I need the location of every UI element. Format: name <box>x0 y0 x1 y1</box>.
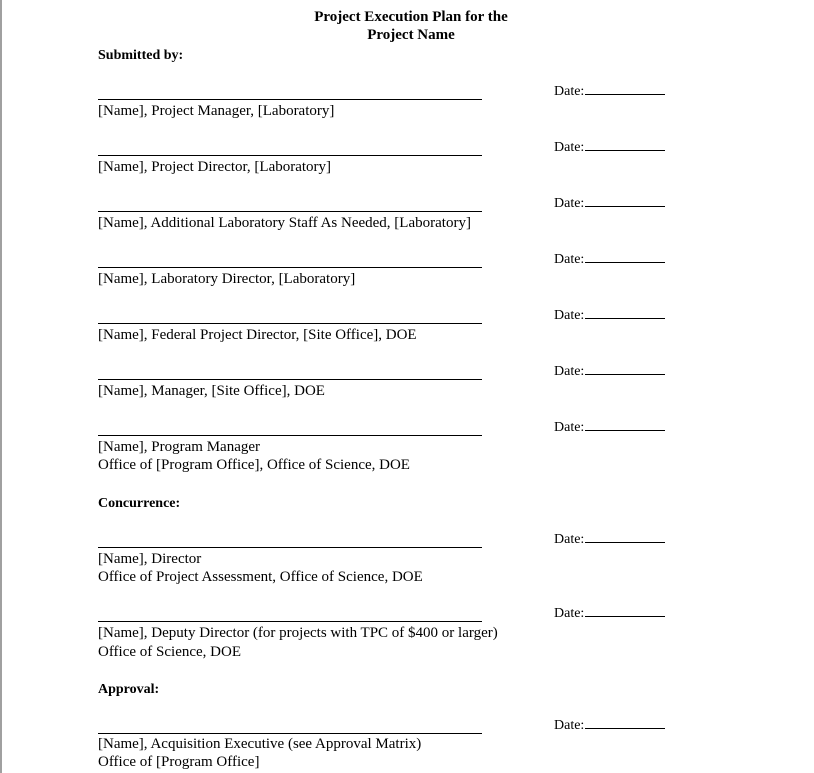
submitted-by-heading: Submitted by: <box>98 48 184 63</box>
signature-line[interactable] <box>98 547 482 548</box>
signatory-name: [Name], Manager, [Site Office], DOE <box>98 383 325 399</box>
date-field[interactable] <box>554 606 665 622</box>
date-blank-line[interactable] <box>585 150 665 151</box>
approval-heading: Approval: <box>98 682 160 697</box>
date-blank-line[interactable] <box>585 206 665 207</box>
signature-line[interactable] <box>98 435 482 436</box>
date-field[interactable] <box>554 420 665 436</box>
concurrence-heading: Concurrence: <box>98 496 181 511</box>
signatory-office: Office of [Program Office], Office of Science, DOE <box>98 457 410 473</box>
date-label: Date: <box>554 84 585 99</box>
date-blank-line[interactable] <box>585 94 665 95</box>
date-label: Date: <box>554 606 585 621</box>
date-blank-line[interactable] <box>585 430 665 431</box>
date-blank-line[interactable] <box>585 728 665 729</box>
date-label: Date: <box>554 718 585 733</box>
signatory-office: Office of Science, DOE <box>98 644 241 660</box>
signatory-name: [Name], Laboratory Director, [Laboratory] <box>98 271 356 287</box>
signatory-name: [Name], Project Manager, [Laboratory] <box>98 103 335 119</box>
signatory-name: [Name], Additional Laboratory Staff As Needed, [Laboratory] <box>98 215 471 231</box>
title-line-1: Project Execution Plan for the <box>314 9 508 25</box>
date-field[interactable] <box>554 252 665 268</box>
signatory-name: [Name], Program Manager <box>98 439 261 455</box>
date-blank-line[interactable] <box>585 374 665 375</box>
signature-line[interactable] <box>98 379 482 380</box>
signatory-name: [Name], Deputy Director (for projects with TPC of $400 or larger) <box>98 625 498 641</box>
document-title <box>260 8 562 44</box>
signature-line[interactable] <box>98 267 482 268</box>
date-label: Date: <box>554 364 585 379</box>
signature-line[interactable] <box>98 155 482 156</box>
date-label: Date: <box>554 532 585 547</box>
signatory-office: Office of [Program Office] <box>98 754 260 770</box>
date-field[interactable] <box>554 308 665 324</box>
signatory-name: [Name], Project Director, [Laboratory] <box>98 159 332 175</box>
date-field[interactable] <box>554 140 665 156</box>
date-label: Date: <box>554 196 585 211</box>
date-field[interactable] <box>554 718 665 734</box>
date-field[interactable] <box>554 196 665 212</box>
date-blank-line[interactable] <box>585 542 665 543</box>
signatory-name: [Name], Acquisition Executive (see Approval Matrix) <box>98 736 422 752</box>
date-field[interactable] <box>554 532 665 548</box>
signatory-name: [Name], Director <box>98 551 202 567</box>
signature-line[interactable] <box>98 99 482 100</box>
signature-line[interactable] <box>98 733 482 734</box>
signature-line[interactable] <box>98 211 482 212</box>
date-label: Date: <box>554 308 585 323</box>
date-label: Date: <box>554 420 585 435</box>
signatory-office: Office of Project Assessment, Office of Science, DOE <box>98 569 423 585</box>
signatory-name: [Name], Federal Project Director, [Site Office], DOE <box>98 327 417 343</box>
date-blank-line[interactable] <box>585 616 665 617</box>
date-blank-line[interactable] <box>585 318 665 319</box>
page-left-border <box>0 0 2 773</box>
date-field[interactable] <box>554 84 665 100</box>
date-label: Date: <box>554 252 585 267</box>
date-label: Date: <box>554 140 585 155</box>
signature-line[interactable] <box>98 621 482 622</box>
date-blank-line[interactable] <box>585 262 665 263</box>
date-field[interactable] <box>554 364 665 380</box>
signature-line[interactable] <box>98 323 482 324</box>
title-line-2: Project Name <box>367 27 455 43</box>
